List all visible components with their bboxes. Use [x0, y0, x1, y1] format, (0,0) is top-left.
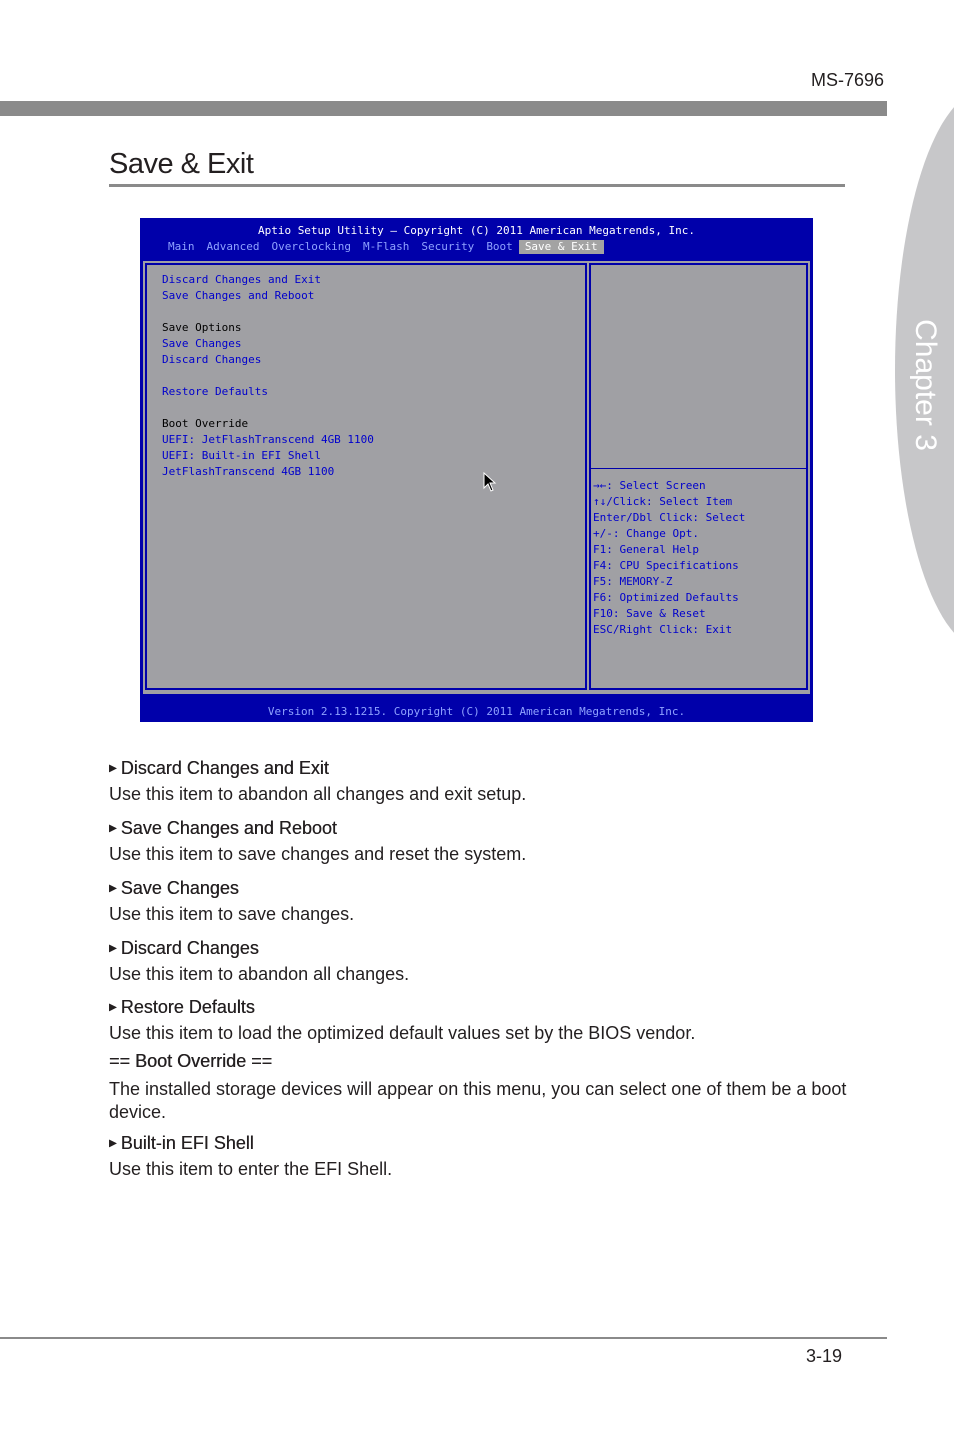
- bios-menu-restore-defaults[interactable]: Restore Defaults: [162, 385, 268, 398]
- bios-tab-overclocking[interactable]: Overclocking: [271, 240, 351, 253]
- bios-body: [143, 261, 810, 694]
- bios-menu-save-reboot[interactable]: Save Changes and Reboot: [162, 289, 315, 302]
- item-save-reboot: [109, 818, 854, 866]
- bios-tab-save-exit[interactable]: Save & Exit: [519, 240, 604, 254]
- item-title: Save Changes: [120, 878, 239, 898]
- item-title: Restore Defaults: [120, 997, 255, 1017]
- footer-divider: [0, 1337, 887, 1339]
- bios-menu-panel: [145, 263, 587, 690]
- bios-tab-security[interactable]: Security: [421, 240, 475, 253]
- help-enter-select: Enter/Dbl Click: Select: [593, 511, 746, 524]
- item-description: Use this item to abandon all changes and exit setup.: [109, 784, 527, 804]
- triangle-bullet-icon: ▶: [109, 1138, 117, 1149]
- help-change-opt: +/-: Change Opt.: [593, 527, 699, 540]
- bios-footer: Version 2.13.1215. Copyright (C) 2011 American Megatrends, Inc.: [267, 705, 686, 718]
- bios-menu-boot-override-heading: Boot Override: [162, 417, 249, 430]
- chapter-label: Chapter 3: [909, 319, 942, 451]
- triangle-bullet-icon: ▶: [109, 763, 117, 774]
- bios-menu-save-options-heading: Save Options: [162, 321, 242, 334]
- help-memory-z: F5: MEMORY-Z: [593, 575, 673, 588]
- bios-menu-uefi-efi-shell[interactable]: UEFI: Built-in EFI Shell: [162, 449, 321, 462]
- bios-help-panel: [589, 263, 808, 690]
- triangle-bullet-icon: ▶: [109, 1002, 117, 1013]
- help-divider: [591, 468, 806, 469]
- help-select-screen: →←: Select Screen: [593, 479, 706, 492]
- header-bar: [0, 101, 887, 116]
- bios-menu-discard-changes[interactable]: Discard Changes: [162, 353, 262, 366]
- item-save-changes: [109, 878, 854, 926]
- item-discard-exit: [109, 758, 854, 806]
- triangle-bullet-icon: ▶: [109, 883, 117, 894]
- item-description: Use this item to save changes and reset the system.: [109, 844, 527, 864]
- item-efi-shell: [109, 1133, 854, 1181]
- help-general: F1: General Help: [593, 543, 699, 556]
- item-restore-defaults: [109, 997, 854, 1045]
- help-save-reset: F10: Save & Reset: [593, 607, 706, 620]
- item-title: Built-in EFI Shell: [120, 1133, 254, 1153]
- bios-tab-m-flash[interactable]: M-Flash: [362, 240, 410, 253]
- item-title: Save Changes and Reboot: [120, 818, 337, 838]
- item-title: Discard Changes and Exit: [120, 758, 329, 778]
- bios-menu-discard-exit[interactable]: Discard Changes and Exit: [162, 273, 321, 286]
- help-cpu-spec: F4: CPU Specifications: [593, 559, 739, 572]
- item-discard-changes: [109, 938, 854, 986]
- item-description: Use this item to load the optimized default values set by the BIOS vendor.: [109, 1023, 696, 1043]
- item-boot-override: [109, 1051, 854, 1124]
- bios-menu-jetflash[interactable]: JetFlashTranscend 4GB 1100: [162, 465, 335, 478]
- bios-tab-boot[interactable]: Boot: [486, 240, 513, 253]
- page-number: 3-19: [806, 1346, 843, 1366]
- item-description: Use this item to abandon all changes.: [109, 964, 410, 984]
- bios-screenshot: [140, 218, 813, 722]
- item-description: Use this item to enter the EFI Shell.: [109, 1159, 393, 1179]
- help-exit: ESC/Right Click: Exit: [593, 623, 733, 636]
- help-select-item: ↑↓/Click: Select Item: [593, 495, 733, 508]
- item-description: The installed storage devices will appear on this menu, you can select one of them be a boot device.: [109, 1079, 847, 1122]
- page-title: Save & Exit: [109, 148, 254, 180]
- bios-tab-main[interactable]: Main: [168, 240, 195, 253]
- bios-header: Aptio Setup Utility – Copyright (C) 2011 American Megatrends, Inc.: [257, 224, 696, 237]
- bios-menu-save-changes[interactable]: Save Changes: [162, 337, 242, 350]
- item-title: Discard Changes: [120, 938, 259, 958]
- triangle-bullet-icon: ▶: [109, 823, 117, 834]
- bios-menu-uefi-jetflash[interactable]: UEFI: JetFlashTranscend 4GB 1100: [162, 433, 374, 446]
- bios-tab-bar: [162, 240, 604, 254]
- mouse-cursor-icon: [483, 472, 497, 492]
- triangle-bullet-icon: ▶: [109, 943, 117, 954]
- bios-tab-advanced[interactable]: Advanced: [206, 240, 260, 253]
- help-optimized-defaults: F6: Optimized Defaults: [593, 591, 739, 604]
- model-number: MS-7696: [810, 70, 884, 90]
- item-title: == Boot Override ==: [109, 1051, 273, 1071]
- item-description: Use this item to save changes.: [109, 904, 355, 924]
- title-divider: [109, 184, 845, 187]
